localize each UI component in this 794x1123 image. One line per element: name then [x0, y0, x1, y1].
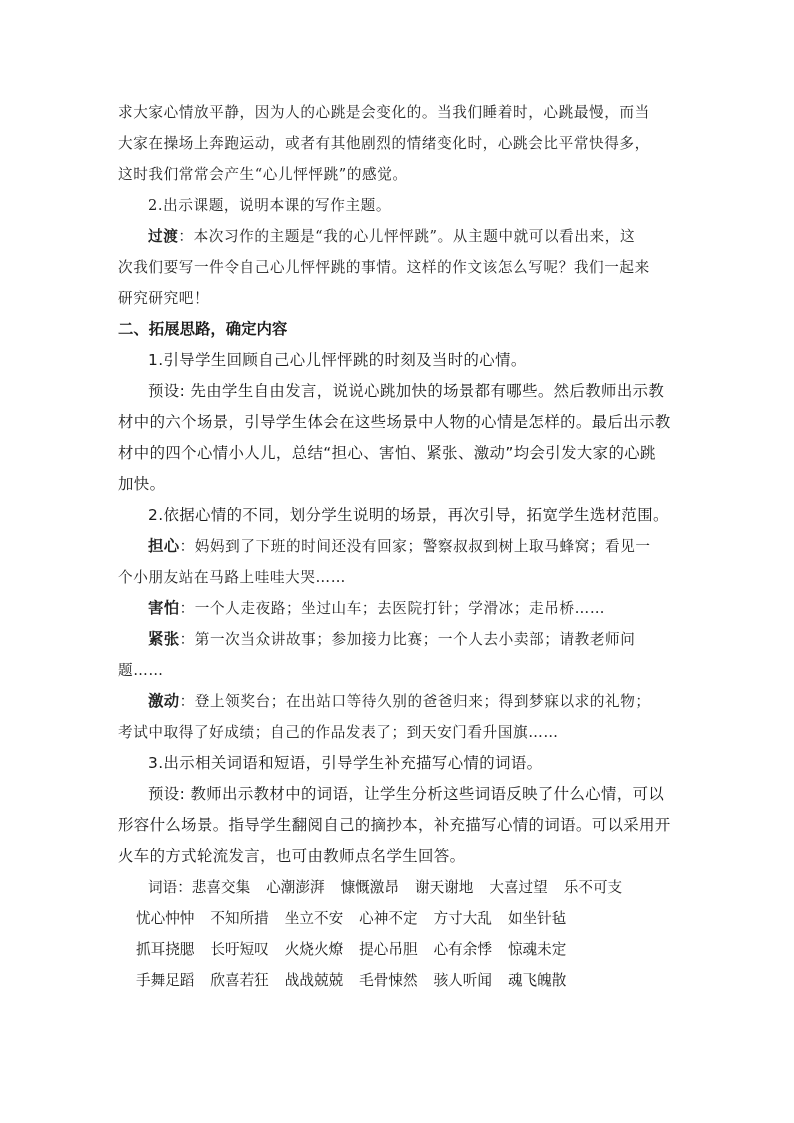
- word-item: 心有余悸: [433, 941, 492, 958]
- fear-text: ：一个人走夜路；坐过山车；去医院打针；学滑冰；走吊桥……: [179, 600, 606, 617]
- word-item: 抓耳挠腮: [136, 941, 195, 958]
- word-item: 慷慨激昂: [340, 879, 399, 896]
- excited-label: 激动: [148, 692, 180, 710]
- preset-3-line: 火车的方式轮流发言，也可由教师点名学生回答。: [118, 847, 466, 865]
- word-item: 乐不可支: [563, 879, 623, 896]
- word-list-row: [118, 872, 680, 903]
- intro-line: 大家在操场上奔跑运动，或者有其他剧烈的情绪变化时，心跳会比平常快得多，: [118, 135, 650, 152]
- word-item: 忧心忡忡: [136, 910, 195, 927]
- word-list-row: [118, 934, 680, 965]
- worry-label: 担心: [148, 537, 180, 555]
- section-heading: 二、拓展思路，确定内容: [118, 320, 288, 338]
- worry-paragraph: [118, 531, 680, 562]
- word-item: 毛骨悚然: [359, 972, 418, 989]
- word-item: 谢天谢地: [414, 879, 474, 896]
- fear-label: 害怕: [148, 599, 180, 617]
- word-item: 不知所措: [210, 910, 269, 927]
- word-item: 心潮澎湃: [266, 879, 325, 896]
- preset-3-paragraph: [118, 779, 680, 810]
- word-item: 欣喜若狂: [210, 972, 269, 989]
- preset-1-paragraph: [118, 376, 680, 407]
- intro-line: 求大家心情放平静，因为人的心跳是会变化的。当我们睡着时，心跳最慢，而当: [118, 104, 650, 121]
- word-item: 如坐针毡: [507, 910, 567, 927]
- word-item: 大喜过望: [489, 879, 548, 896]
- preset-1-line: 加快。: [118, 475, 166, 493]
- item-3: 3.出示相关词语和短语，引导学生补充描写心情的词语。: [148, 754, 543, 772]
- word-item: 魂飞魄散: [507, 972, 567, 989]
- word-item: 骇人听闻: [433, 972, 492, 989]
- word-item: 手舞足蹈: [136, 972, 195, 989]
- preset-1-line: 材中的六个场景，引导学生体会在这些场景中人物的心情是怎样的。最后出示教: [118, 413, 671, 431]
- word-item: 坐立不安: [284, 910, 344, 927]
- word-list-label: 词语：: [148, 879, 192, 896]
- preset-1-line: 材中的四个心情小人儿，总结“担心、害怕、紧张、激动”均会引发大家的心跳: [118, 444, 656, 462]
- fear-paragraph: [118, 593, 680, 624]
- word-item: 心神不定: [359, 910, 418, 927]
- word-item: 战战兢兢: [284, 972, 344, 989]
- word-list-row: [118, 903, 680, 934]
- transition-line: 次我们要写一件令自己心儿怦怦跳的事情。这样的作文该怎么写呢？我们一起来: [118, 259, 650, 276]
- step-title: 2.出示课题，说明本课的写作主题。: [148, 197, 392, 214]
- word-item: 火烧火燎: [284, 941, 344, 958]
- transition-text: ：本次习作的主题是“我的心儿怦怦跳”。从主题中就可以看出来，这: [178, 228, 636, 245]
- transition-label: 过渡: [148, 228, 179, 245]
- worry-text: ：妈妈到了下班的时间还没有回家；警察叔叔到树上取马蜂窝；看见一: [179, 538, 651, 555]
- nervous-label: 紧张: [148, 630, 180, 648]
- word-item: 提心吊胆: [359, 941, 418, 958]
- nervous-text: ：第一次当众讲故事；参加接力比赛；一个人去小卖部；请教老师问: [179, 631, 636, 648]
- word-item: 长吁短叹: [210, 941, 269, 958]
- nervous-line: 题……: [118, 662, 164, 679]
- word-item: 悲喜交集: [191, 879, 251, 896]
- item-1: 1.引导学生回顾自己心儿怦怦跳的时刻及当时的心情。: [148, 351, 527, 369]
- excited-text: ：登上领奖台；在出站口等待久别的爸爸归来；得到梦寐以求的礼物；: [179, 693, 651, 710]
- intro-line: 这时我们常常会产生“心儿怦怦跳”的感觉。: [118, 166, 408, 183]
- word-list-row: [118, 965, 680, 996]
- word-item: 惊魂未定: [507, 941, 567, 958]
- preset-1-label: 预设: [148, 382, 180, 400]
- preset-3-label: 预设: [148, 785, 180, 803]
- preset-3-line: 形容什么场景。指导学生翻阅自己的摘抄本，补充描写心情的词语。可以采用开: [118, 816, 671, 834]
- document-page: [118, 97, 680, 996]
- word-item: 方寸大乱: [433, 910, 492, 927]
- nervous-paragraph: [118, 624, 680, 655]
- item-2: 2.依据心情的不同，划分学生说明的场景，再次引导，拓宽学生选材范围。: [148, 506, 669, 524]
- preset-1-text: : 先由学生自由发言，说说心跳加快的场景都有哪些。然后教师出示教: [179, 382, 665, 400]
- worry-line: 个小朋友站在马路上哇哇大哭……: [118, 569, 346, 586]
- transition-line: 研究研究吧！: [118, 290, 210, 307]
- preset-3-text: : 教师出示教材中的词语，让学生分析这些词语反映了什么心情，可以: [179, 785, 665, 803]
- transition-paragraph: [118, 221, 680, 252]
- excited-paragraph: [118, 686, 680, 717]
- excited-line: 考试中取得了好成绩；自己的作品发表了；到天安门看升国旗……: [118, 724, 559, 741]
